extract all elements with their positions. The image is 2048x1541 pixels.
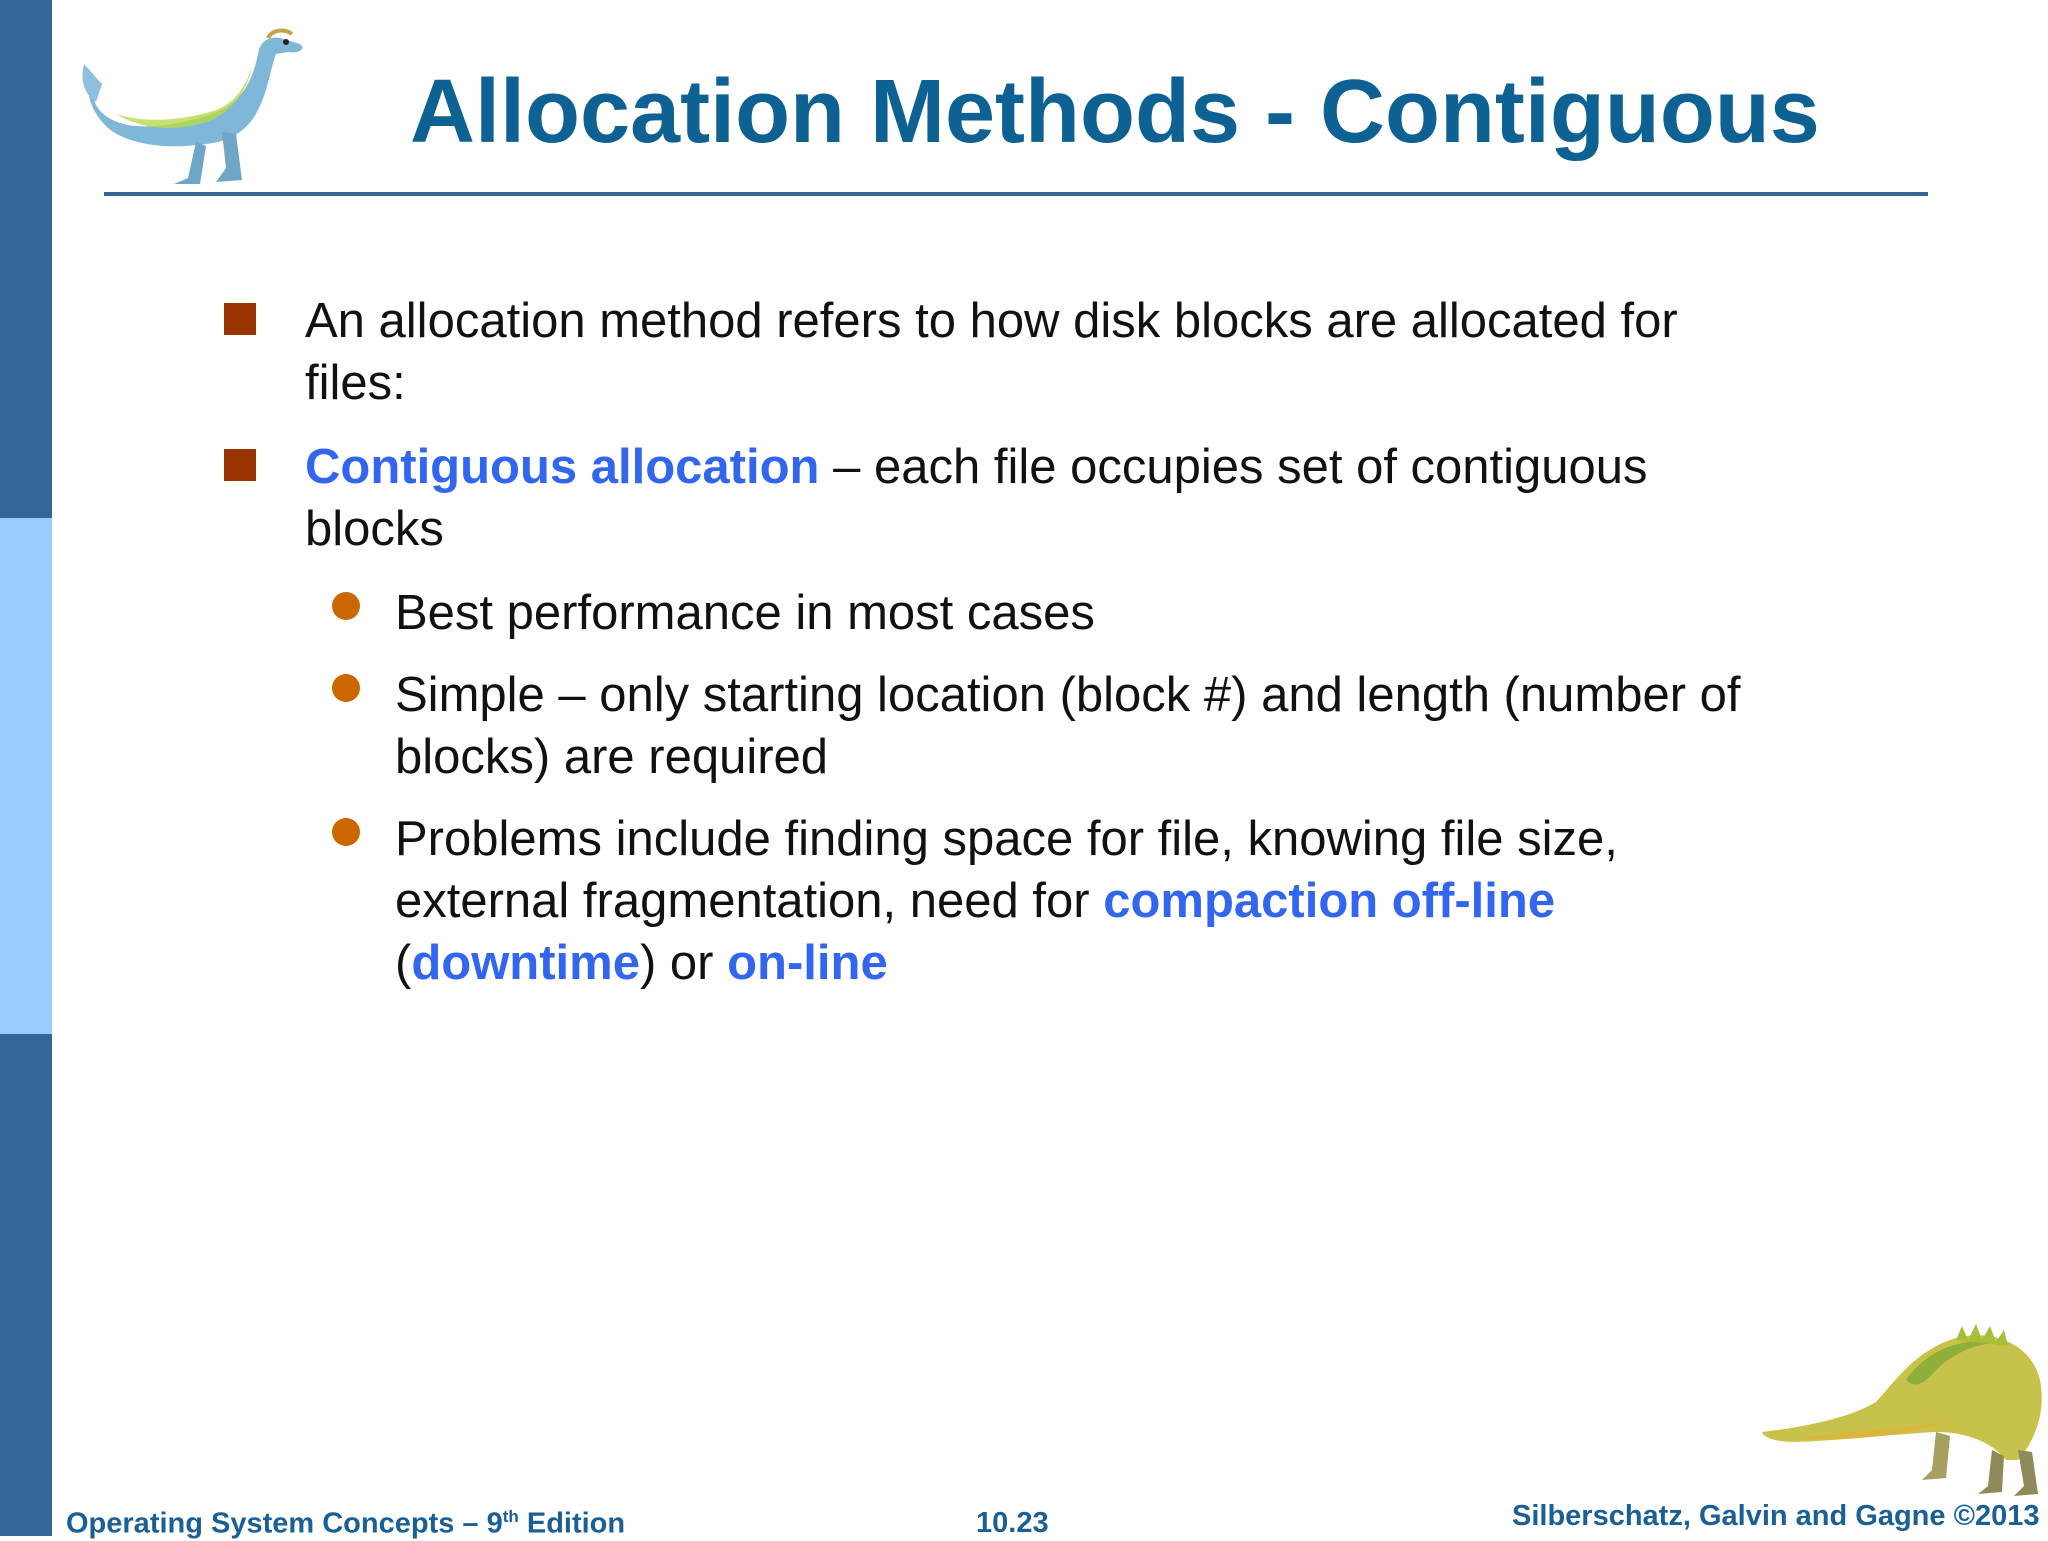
sidebar-stripe-bottom	[0, 1034, 52, 1536]
bullet-item	[220, 436, 1780, 560]
round-bullet-icon	[332, 592, 360, 620]
sub-bullet-item	[220, 808, 1780, 994]
square-bullet-icon	[224, 449, 256, 481]
sub-bullet-item	[220, 664, 1780, 788]
footer-authors: Silberschatz, Galvin and Gagne ©2013	[1512, 1500, 2040, 1532]
bullet-text: – each file occupies set of contiguous blocks	[305, 440, 1648, 556]
dinosaur-logo-icon	[76, 14, 316, 190]
sub-bullet-item	[220, 582, 1780, 644]
sub-bullet-text: (	[395, 936, 412, 990]
sub-bullet-text: Best performance in most cases	[395, 586, 1095, 640]
sidebar-stripe-top	[0, 0, 52, 518]
sidebar-stripe-middle	[0, 518, 52, 1034]
bullet-text: An allocation method refers to how disk blocks are allocated for files:	[305, 294, 1678, 410]
round-bullet-icon	[332, 674, 360, 702]
footer-slide-number: 10.23	[976, 1507, 1049, 1539]
title-divider	[104, 192, 1928, 196]
footer-book-title: Operating System Concepts – 9th Edition	[66, 1507, 626, 1540]
sub-bullet-text: ) or	[640, 936, 728, 990]
page-title: Allocation Methods - Contiguous	[410, 62, 1820, 162]
square-bullet-icon	[224, 303, 256, 335]
round-bullet-icon	[332, 818, 360, 846]
highlight-compaction-offline: compaction off-line	[1103, 874, 1556, 928]
bullet-item	[220, 290, 1780, 414]
sub-bullet-text: Problems include finding space for file, knowing file size, external fragmentation, need for	[395, 812, 1618, 928]
slide-content	[220, 290, 1780, 1014]
sub-bullet-text: Simple – only starting location (block #) and length (number of blocks) are required	[395, 668, 1741, 784]
dinosaur-logo-icon	[1756, 1310, 2046, 1500]
highlight-online: on-line	[727, 936, 888, 990]
bullet-highlight-text: Contiguous allocation	[305, 440, 820, 494]
highlight-downtime: downtime	[411, 936, 640, 990]
